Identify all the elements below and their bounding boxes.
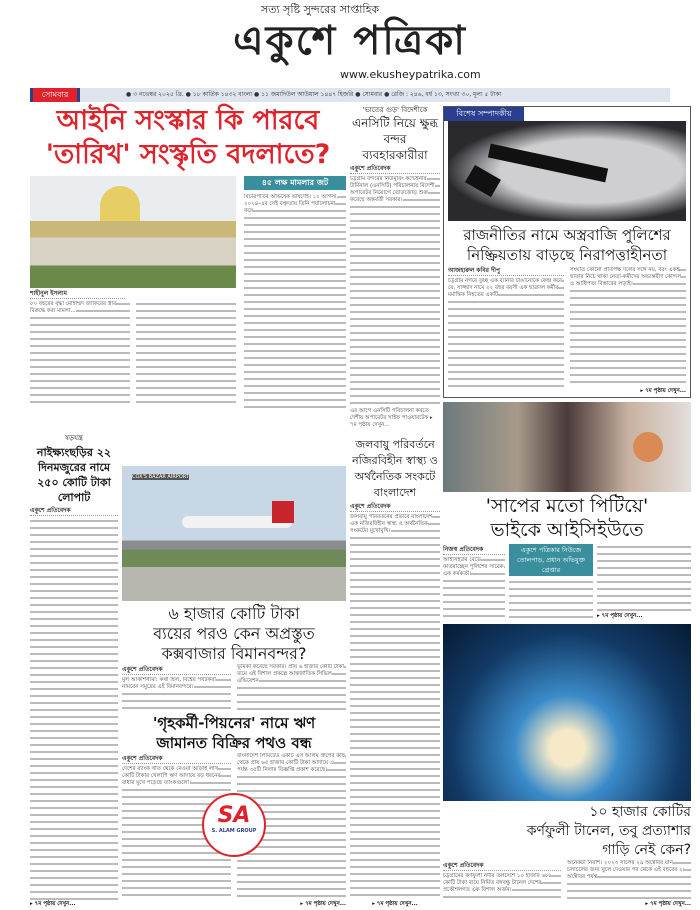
lead-body: ৮০ বছরের বৃদ্ধা মোহাম্মদ জাকিরের স্ত্রীর বিরুদ্ধে করা মামলা... [30,301,130,408]
editorial-byline: আজহারুল কবির দীপু [448,267,564,276]
editorial-box [443,106,691,398]
icu-byline: নিজস্ব প্রতিবেদক [443,546,505,555]
tunnel-headline-line1: ১০ হাজার কোটির [589,804,691,820]
tunnel-continue[interactable]: ▸ ৭ম পৃষ্ঠায় দেখুন... [645,901,691,907]
airport-body: মুল আকাশসীমা: কথা ছিল, বিশ্বের পর্যটকরা নামবেন সমুদ্রের এই বিমানবন্দরে। [122,677,231,710]
editorial-headline[interactable]: রাজনীতির নামে অস্ত্রবাজি পুলিশের নিষ্ক্রিয়তায় বাড়ছে নিরাপত্তাহীনতা [463,226,671,264]
loan-body: দেশের ব্যাংক খাত থেকে নেওয়া আড়াই লাখ কোটি টাকার খেলাপি ঋণ আদায়ে বড় ধরনের বাধার মুখে পড়েছে ব্যাংকগুলো। [122,766,231,900]
conspiracy-continue[interactable]: ▸ ৭ম পৃষ্ঠায় দেখুন... [30,901,76,907]
conspiracy-kicker: ষড়যন্ত্র [65,434,83,442]
conspiracy-body [30,518,118,900]
tunnel-photo [443,624,691,801]
loan-body-col2: বাংলাদেশ লিমিটেড একটি এস আলম গ্রুপের কাছ থেকে প্রায় ৬৫ হাজার কোটি টাকা আদায়ে এ পর্যন্ত ৩৫টি নিলাম বিজ্ঞপ্তি প্রকাশ করেছে। [237,753,346,900]
tunnel-byline: একুশে প্রতিবেদক [443,862,561,871]
lead-body-col2 [136,301,236,408]
date-bar: ● ৩ নভেম্বর ২০২৫ খ্রি. ● ১৮ কার্তিক ১৪৩২ বাংলা ● ১১ জমাদিউল আউয়াল ১৪৪৭ হিজরি ● সোমবার ● রেজি : ২৪৬, বর্ষ ১৩, সংখ্যা ৩০, মূল্য ৫ টাকা [30,88,670,102]
crowd-photo [443,402,691,492]
climate-headline[interactable]: জলবায়ু পরিবর্তনে নজিরবিহীন স্বাস্থ্য ও অর্থনৈতিক সংকটে বাংলাদেশ [352,438,438,499]
tunnel-headline-line3: গাড়ি নেই কেন? [602,842,691,858]
gun-photo [448,121,686,221]
photo-caption: COX'S BAZAR AIRPORT [132,474,189,480]
airport-byline: একুশে প্রতিবেদক [122,666,231,675]
lead-headline[interactable] [30,104,346,172]
supreme-court-photo [30,176,236,288]
climate-body: জলবায়ু পরিবর্তনের প্রভাবে বাংলাদেশ এক নজিরবিহীন স্বাস্থ্য ও অর্থনৈতিক সংকটের মুখোমুখি। [350,514,440,900]
ncp-byline: একুশে প্রতিবেদক [350,165,440,174]
editorial-body-col2: সংঘাত কোনো প্রতিপক্ষ দলের সঙ্গে নয়, বরং একই ছাতার নিচে থাকা নেতা-কর্মীদের অভ্যন্তরীণ কোন্দল ও আধিপত্য বিস্তারের লড়াই। [570,267,686,387]
loan-headline-line2: জামানত বিক্রির পথও বন্ধ [156,734,312,752]
climate-byline: একুশে প্রতিবেদক [350,503,440,512]
airport-photo [122,466,346,601]
conspiracy-headline: নাইক্ষ্যংছড়ির ২২ দিনমজুরের নামে ২৫০ কোটি টাকা লোপাট [36,446,112,504]
ncp-kicker: 'ভাতের গুড়' বিদেশীকে [362,106,428,114]
tunnel-body: চট্টগ্রামের কর্ণফুলী নদীর তলদেশে ১০ হাজার ৬৮৯ কোটি টাকা ব্যয়ে নির্মিত বঙ্গবন্ধু টানেল দেশের প্রকৌশলগত এক বিশাল অর্জন। [443,873,561,900]
conspiracy-byline: একুশে প্রতিবেদক [30,507,118,516]
s-alam-logo: SA S. ALAM GROUP [202,793,266,857]
icu-headline-line2: ভাইকে আইসিইউতে [490,519,644,541]
lower-left [30,434,346,908]
lead-headline-line1: আইনি সংস্কার কি পারবে [56,105,320,136]
loan-byline: একুশে প্রতিবেদক [122,755,231,764]
icu-headline[interactable] [443,494,691,542]
lead-byline: শাহীনুল ইসলাম [30,290,125,299]
newspaper-logo: একুশে পত্রিকা [233,17,467,64]
loan-headline[interactable] [122,713,346,753]
icu-body-col2 [509,579,593,620]
editorial-label: বিশেষ সম্পাদকীয় [444,107,524,121]
airport-headline-line1: ৬ হাজার কোটি টাকা [168,604,300,623]
loan-headline-line1: 'গৃহকর্মী-পিয়নের' নামে ঋণ [152,714,316,732]
airport-headline-line2: ব্যয়ের পরও কেন অপ্রস্তুত [153,624,315,643]
ncp-headline[interactable]: এনসিটি নিয়ে ক্ষুব্ধ বন্দর ব্যবহারকারীরা [351,116,439,162]
editorial-continue[interactable]: ▸ ৭ম পৃষ্ঠায় দেখুন... [640,388,686,394]
icu-body: আইসিইউর বেডে কাতরাচ্ছেন পুলিশের সাবেক এক কর্মকর্তা। [443,557,505,620]
tunnel-body-col2: অনেকটা নিরাশ। ২০২৩ সালের ২৯ অক্টোবর যান চলাচলের জন্য খুলে দেওয়ার পর থেকে এই বছরের ২৯ অক্টোবর পর্যন্ত [567,860,691,900]
airport-headline-line3: কক্সবাজার বিমানবন্দর? [161,644,307,663]
climate-continue[interactable]: ▸ ৭ম পৃষ্ঠায় দেখুন... [372,901,418,907]
ncp-body: চট্টগ্রাম বন্দরের নিউমুরিং কন্টেইনার টার্মিনাল (এনসিটি) পরিচালনায় বিদেশী অপারেটর নিয়োগে তোড়জোড় শুরু করেছে অন্তর্বর্তী সরকার। [350,176,440,406]
left-column [30,104,346,908]
right-column [443,106,691,908]
ncp-more[interactable]: এর আগে এনসিটি পরিচালনা করতে দেশীয় অপারেটর সাইফ পাওয়ারটেক ▸ ৭ম পৃষ্ঠায় দেখুন... [350,408,433,428]
middle-column [350,106,440,908]
icu-headline-line1: 'সাপের মতো পিটিয়ে' [485,495,649,517]
sidebar-title: ৪৫ লক্ষ মামলার জট [244,176,346,190]
tunnel-headline-line2: কর্ণফুলী টানেল, তবু প্রত্যাশার [526,823,691,839]
airport-body-col2: ভূমিকা করেছে সরকার। প্রায় ৬ হাজার কোটি টাকা ব্যয়ে এই বিশাল প্রকল্পে আন্তর্জাতিক সিভিল এভিয়েশন [237,664,346,710]
airport-headline[interactable] [122,604,346,664]
icu-highlight-box: একুশে পত্রিকার নিউজে তোলপাড়, প্রধান অভিযুক্ত গ্রেপ্তার [509,544,593,576]
icu-body-col3 [597,544,691,612]
conspiracy-story[interactable] [30,434,118,908]
masthead-tagline: সত্য সৃষ্টি সুন্দরের সাপ্তাহিক [260,3,380,16]
tunnel-headline[interactable] [443,803,691,860]
day-badge: সোমবার [30,88,80,102]
editorial-body: চট্টগ্রাম নগরে তুচ্ছ এক ব্যানার টাঙানোকে কেন্দ্র করে যে, সাজ্জাদ নামে ২২ বছর বয়সী এক ছাত্রদল কর্মীর মর্মান্তিক নিহতের একটি [448,278,564,387]
lead-headline-line2: 'তারিখ' সংস্কৃতি বদলাতে? [45,139,331,170]
sidebar-text: বিচারপতির অভিষেক ভাষণেই। ১২ আগস্ট, ২০২৪-এর সেই বক্তৃতায় তিনি পর্যালোচনা করে [244,194,346,408]
icu-story [443,544,691,620]
icu-continue[interactable]: ▸ ৭ম পৃষ্ঠায় দেখুন... [597,613,643,619]
loan-continue[interactable]: ▸ ৭ম পৃষ্ঠায় দেখুন... [300,901,346,907]
lead-story [30,176,346,408]
masthead-url[interactable]: www.ekusheypatrika.com [340,68,481,81]
